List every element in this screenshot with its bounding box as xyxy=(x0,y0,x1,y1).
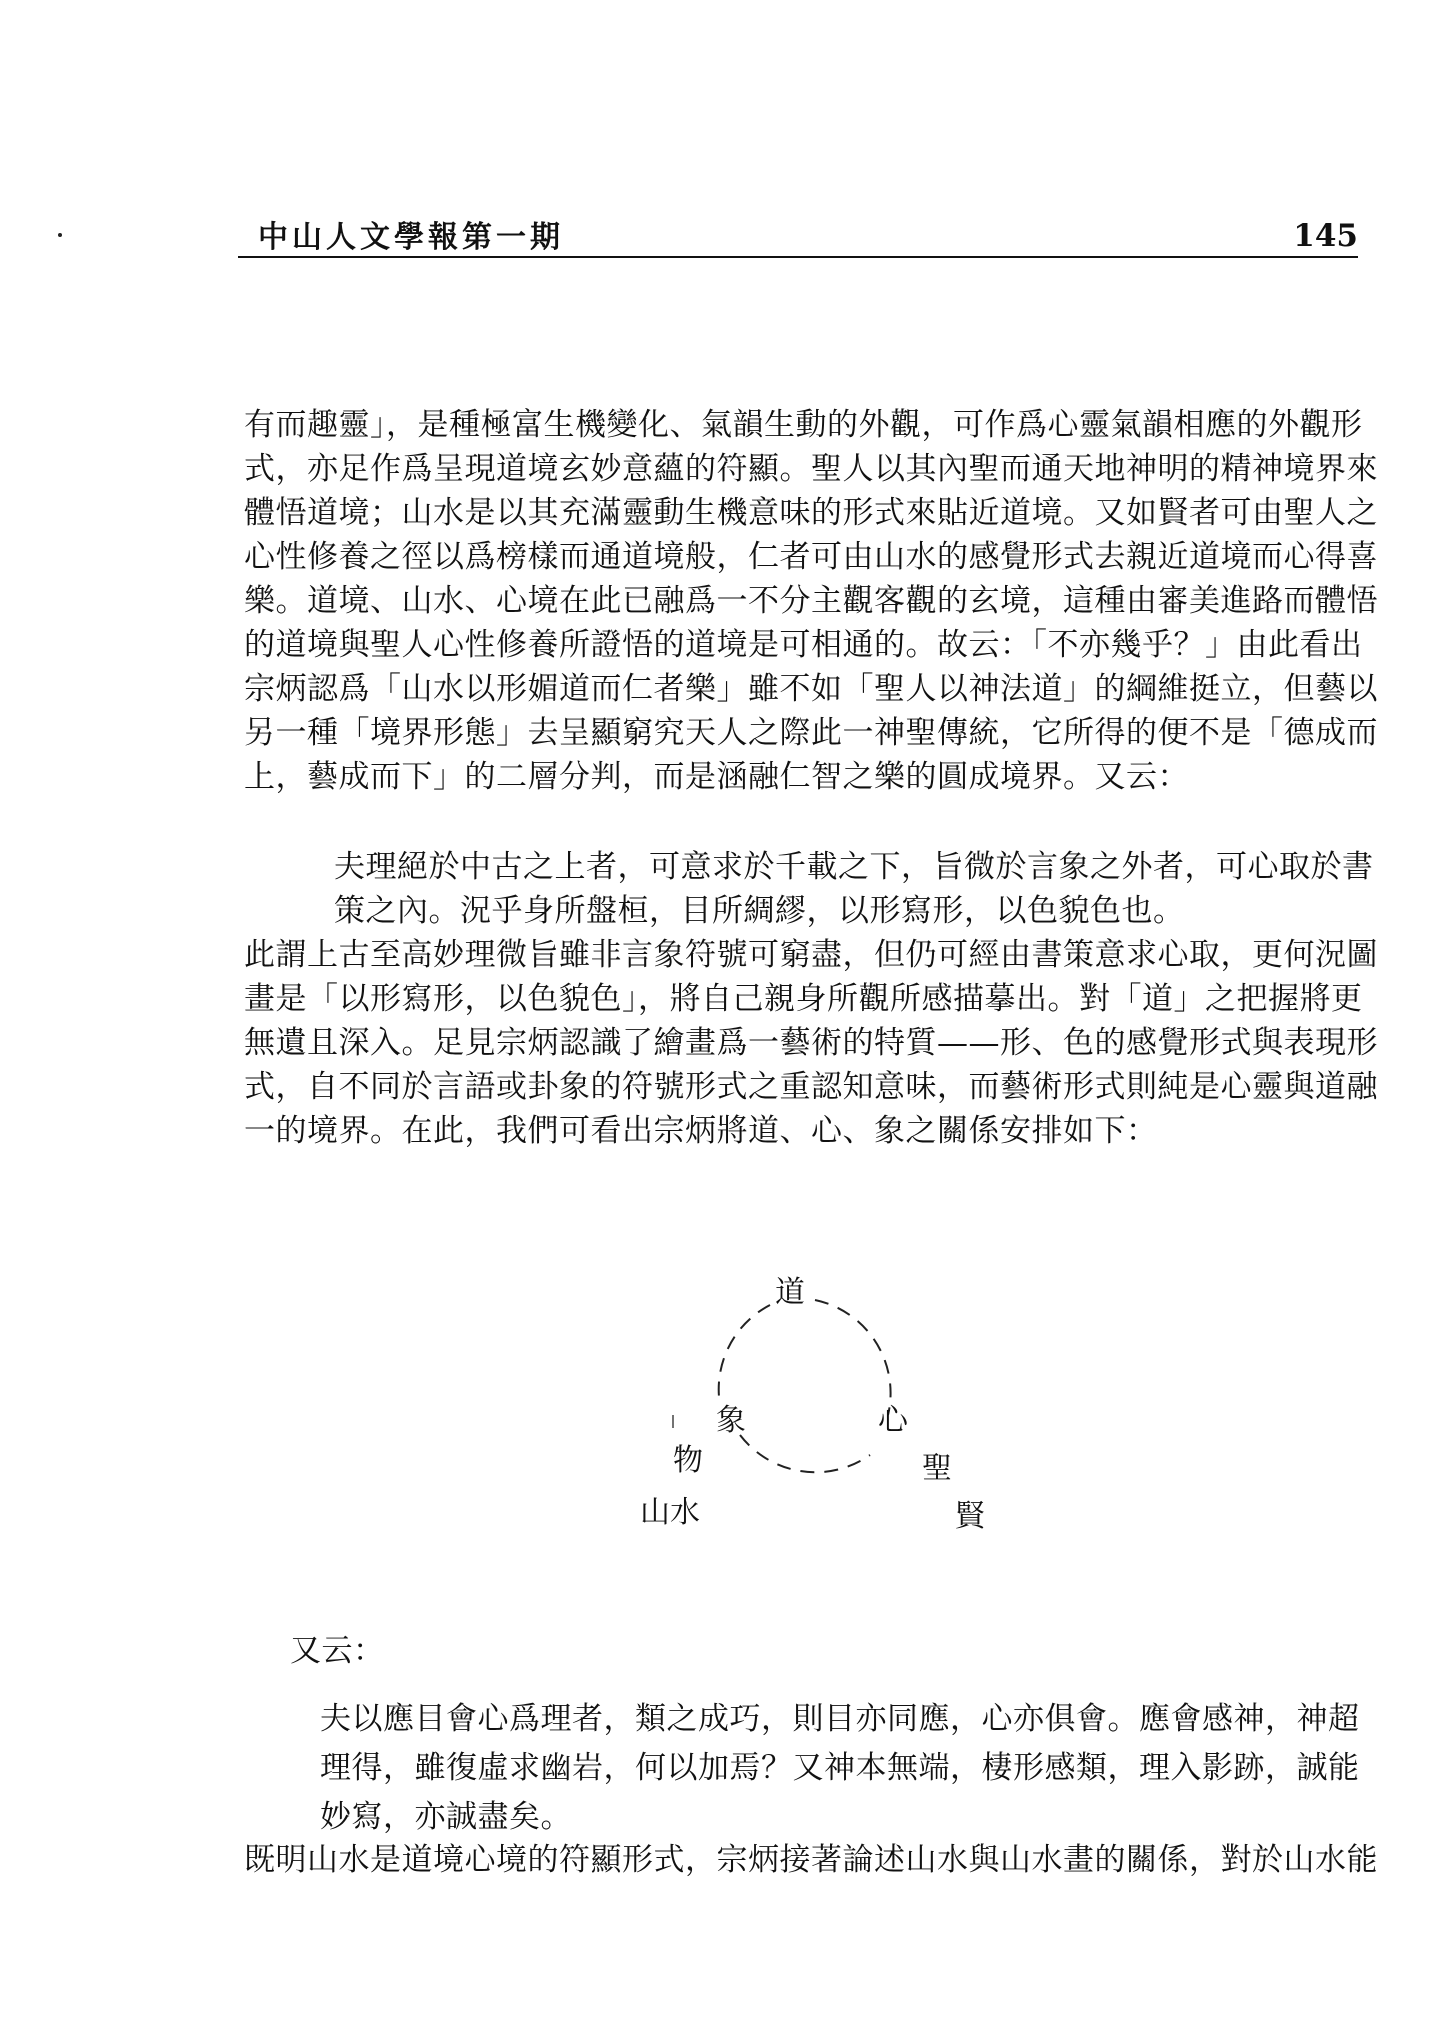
text-line: 無遺且深入。足見宗炳認識了繪畫爲一藝術的特質——形、色的感覺形式與表現形 xyxy=(244,1025,1378,1061)
label-dao: 道 xyxy=(775,1275,805,1310)
block-quote-1 xyxy=(334,845,1374,933)
quote-line: 夫以應目會心爲理者，類之成巧，則目亦同應，心亦俱會。應會感神，神超 xyxy=(320,1701,1360,1737)
label-xiang: 象 xyxy=(716,1403,746,1438)
text-line: 式，亦足作爲呈現道境玄妙意蘊的符顯。聖人以其內聖而通天地神明的精神境界來 xyxy=(244,451,1378,487)
text-line: 式，自不同於言語或卦象的符號形式之重認知意味，而藝術形式則純是心靈與道融 xyxy=(244,1069,1378,1105)
text-line: 的道境與聖人心性修養所證悟的道境是可相通的。故云：「不亦幾乎？」由此看出 xyxy=(244,627,1363,663)
text-line: 有而趣靈」，是種極富生機變化、氣韻生動的外觀，可作爲心靈氣韻相應的外觀形 xyxy=(244,407,1363,443)
scan-speck xyxy=(58,233,62,237)
quote-line: 夫理絕於中古之上者，可意求於千載之下，旨微於言象之外者，可心取於書 xyxy=(334,849,1374,885)
label-wu: 物 xyxy=(673,1443,703,1478)
dao-xin-xiang-diagram xyxy=(620,1255,1040,1555)
text-line: 此謂上古至高妙理微旨雖非言象符號可窮盡，但仍可經由書策意求心取，更何況圖 xyxy=(244,937,1378,973)
dashed-arc-top-left xyxy=(719,1305,770,1405)
body-paragraph-2 xyxy=(244,933,1378,1153)
text-line: 一的境界。在此，我們可看出宗炳將道、心、象之關係安排如下： xyxy=(244,1113,1158,1149)
text-line: 畫是「以形寫形，以色貌色」，將自己親身所觀所感描摹出。對「道」之把握將更 xyxy=(244,981,1363,1017)
quote-intro: 又云： xyxy=(290,1633,385,1669)
text-line: 既明山水是道境心境的符顯形式，宗炳接著論述山水與山水畫的關係，對於山水能 xyxy=(244,1842,1378,1878)
running-header xyxy=(238,206,1358,258)
quote-line: 策之內。況乎身所盤桓，目所綢繆，以形寫形，以色貌色也。 xyxy=(334,893,1185,929)
text-line: 體悟道境；山水是以其充滿靈動生機意味的形式來貼近道境。又如賢者可由聖人之 xyxy=(244,495,1378,531)
text-line: 樂。道境、山水、心境在此已融爲一不分主觀客觀的玄境，這種由審美進路而體悟 xyxy=(244,583,1378,619)
quote-line: 理得，雖復虛求幽岩，何以加焉？又神本無端，棲形感類，理入影跡，誠能 xyxy=(320,1750,1360,1786)
text-line: 宗炳認爲「山水以形媚道而仁者樂」雖不如「聖人以神法道」的綱維挺立，但藝以 xyxy=(244,671,1378,707)
text-line: 另一種「境界形態」去呈顯窮究天人之際此一神聖傳統，它所得的便不是「德成而 xyxy=(244,715,1378,751)
body-paragraph-1 xyxy=(244,403,1378,799)
dashed-arc-bottom xyxy=(740,1435,870,1472)
label-xin: 心 xyxy=(878,1403,908,1438)
journal-title: 中山人文學報第一期 xyxy=(258,220,564,255)
block-quote-2 xyxy=(320,1695,1360,1842)
label-sheng: 聖 xyxy=(922,1451,952,1486)
text-line: 心性修養之徑以爲榜樣而通道境般，仁者可由山水的感覺形式去親近道境而心得喜 xyxy=(244,539,1378,575)
quote-line: 妙寫，亦誠盡矣。 xyxy=(320,1799,572,1835)
label-xian: 賢 xyxy=(955,1499,985,1534)
body-paragraph-3 xyxy=(244,1838,1378,1882)
page-number: 145 xyxy=(1293,218,1358,254)
label-shanshui: 山水 xyxy=(640,1495,700,1530)
text-line: 上，藝成而下」的二層分判，而是涵融仁智之樂的圓成境界。又云： xyxy=(244,759,1189,795)
